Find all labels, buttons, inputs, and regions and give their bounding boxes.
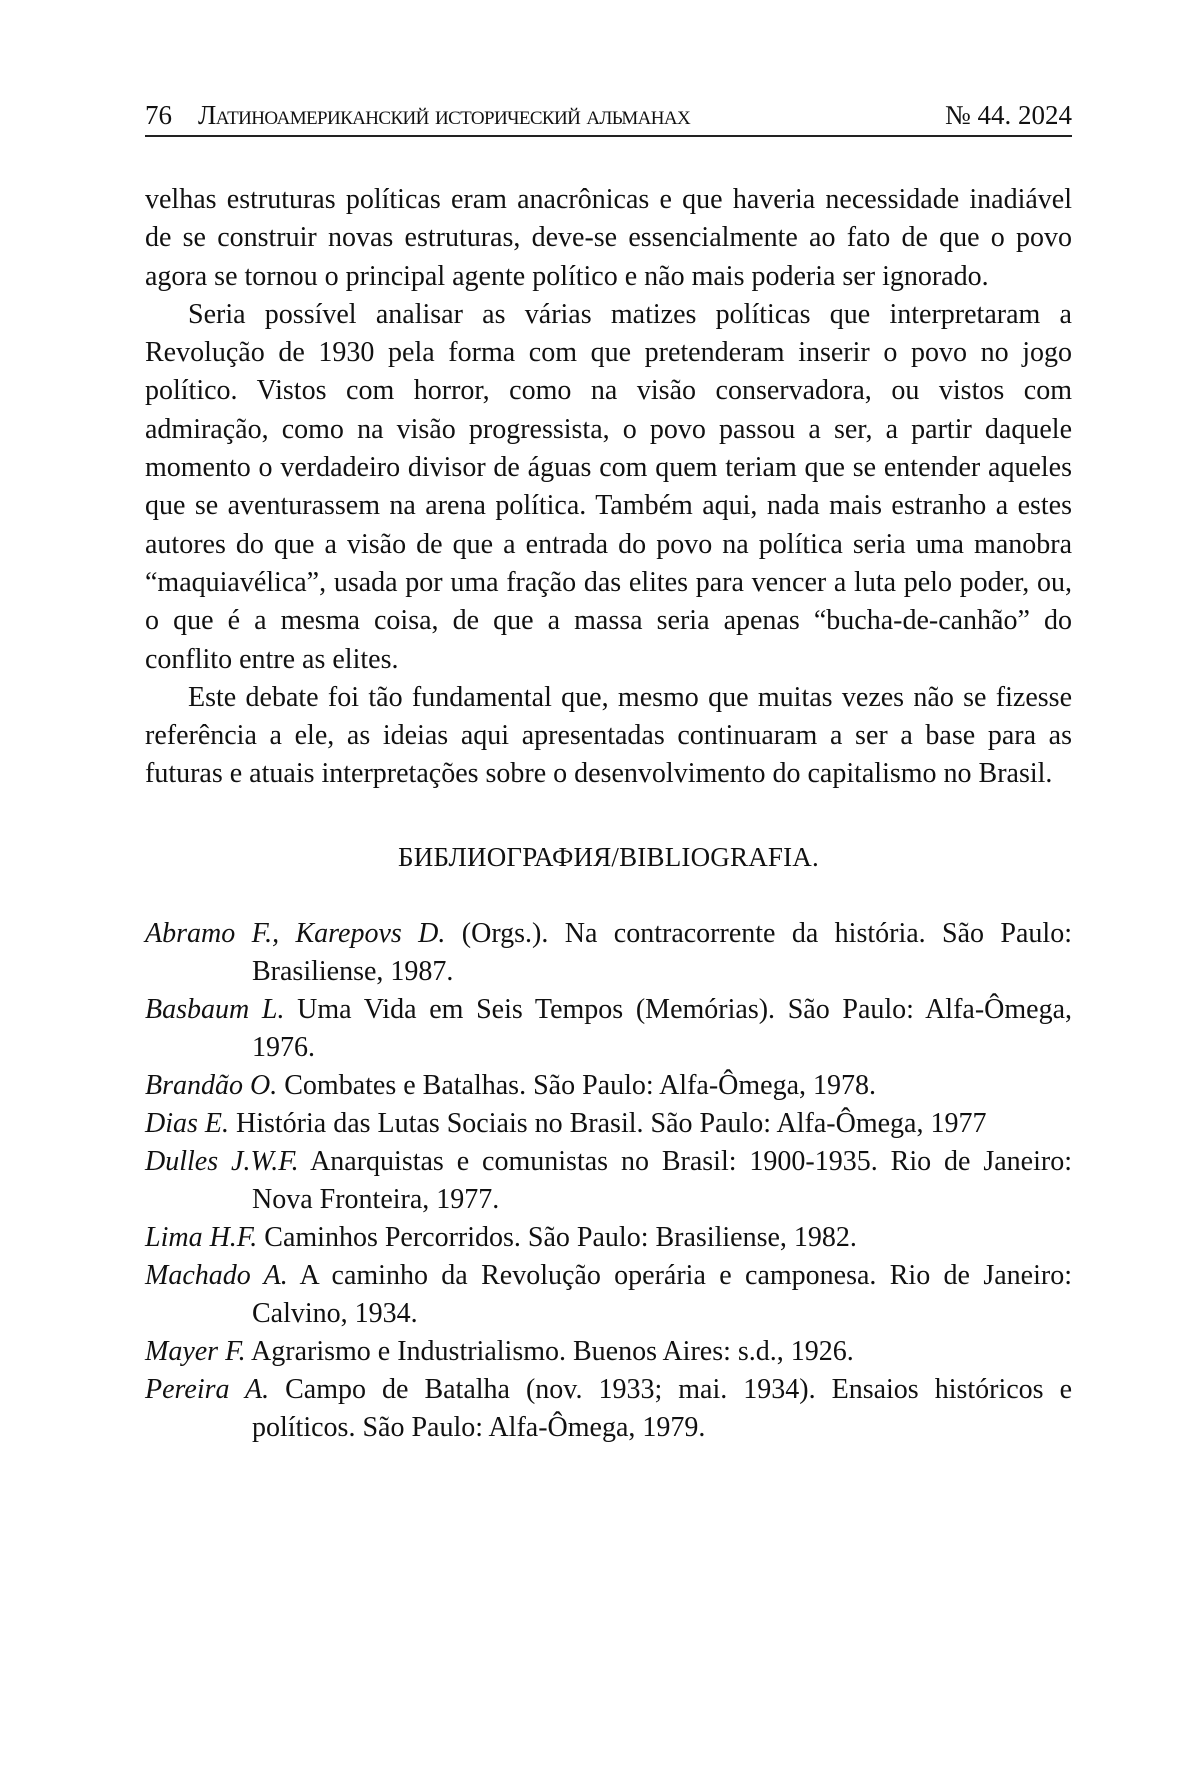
running-header [145, 100, 1072, 137]
entry-author: Brandão O. [145, 1069, 278, 1101]
bibliography-entry [145, 1105, 1072, 1143]
page [145, 100, 1072, 1447]
entry-author: Machado A. [145, 1259, 288, 1291]
entry-author: Dias E. [145, 1107, 229, 1139]
bibliography-entry [145, 1333, 1072, 1371]
bibliography-entry [145, 1143, 1072, 1219]
page-number: 76 [145, 100, 172, 130]
entry-text: Caminhos Percorridos. São Paulo: Brasiliense, 1982. [264, 1221, 857, 1253]
bibliography-entry [145, 1219, 1072, 1257]
bibliography-entry [145, 991, 1072, 1067]
entry-text: A caminho da Revolução operária e camponesa. Rio de Janeiro: Calvino, 1934. [252, 1259, 1072, 1329]
paragraph: velhas estruturas políticas eram anacrônicas e que haveria necessidade inadiável de se construir novas estruturas, deve-se essencialmente ao fato de que o povo agora se tornou o principal agente político e não mais poderia ser ignorado. [145, 184, 1072, 292]
paragraph: Este debate foi tão fundamental que, mesmo que muitas vezes não se fizesse referência a ele, as ideias aqui apresentadas continuaram a ser a base para as futuras e atuais interpretações sobre o desenvolvimento do capitalismo no Brasil. [145, 681, 1072, 790]
bibliography-entry [145, 915, 1072, 991]
entry-author: Abramo F., Karepovs D. [145, 917, 446, 949]
entry-author: Basbaum L. [145, 993, 285, 1025]
entry-text: Campo de Batalha (nov. 1933; mai. 1934). Ensaios históricos e políticos. São Paulo: Alfa-Ômega, 1979. [252, 1373, 1073, 1443]
entry-author: Pereira A. [145, 1373, 270, 1405]
entry-author: Dulles J.W.F. [145, 1145, 299, 1177]
bibliography-list [145, 915, 1072, 1447]
bibliography-entry [145, 1067, 1072, 1105]
entry-text: História das Lutas Sociais no Brasil. São Paulo: Alfa-Ômega, 1977 [236, 1107, 987, 1139]
entry-text: (Orgs.). Na contracorrente da história. São Paulo: Brasiliense, 1987. [252, 917, 1072, 987]
journal-issue: № 44. 2024 [944, 100, 1072, 130]
paragraph: Seria possível analisar as várias matizes políticas que interpretaram a Revolução de 1930 pela forma com que pretenderam inserir o povo no jogo político. Vistos com horror, como na visão conservadora, ou vistos com admiração, como na visão progressista, o povo passou a ser, a partir daquele momento o verdadeiro divisor de águas com quem teriam que se entender aqueles que se aventurassem na arena política. Também aqui, nada mais estranho a estes autores do que a visão de que a entrada do povo na política seria uma manobra “maquiavélica”, usada por uma fração das elites para vencer a luta pelo poder, ou, o que é a mesma coisa, de que a massa seria apenas “bucha-de-canhão” do conflito entre as elites. [145, 298, 1072, 675]
journal-title: Латиноамериканский исторический альманах [198, 100, 691, 130]
entry-text: Anarquistas e comunistas no Brasil: 1900-1935. Rio de Janeiro: Nova Fronteira, 1977. [252, 1145, 1072, 1215]
bibliography-entry [145, 1371, 1072, 1447]
entry-text: Uma Vida em Seis Tempos (Memórias). São Paulo: Alfa-Ômega, 1976. [252, 993, 1073, 1063]
entry-text: Combates e Batalhas. São Paulo: Alfa-Ômega, 1978. [284, 1069, 877, 1101]
body-text [145, 181, 1072, 794]
entry-author: Lima H.F. [145, 1221, 258, 1253]
bibliography-heading: БИБЛИОГРАФИЯ/BIBLIOGRAFIA. [398, 841, 819, 872]
bibliography-entry [145, 1257, 1072, 1333]
entry-author: Mayer F. [145, 1335, 246, 1367]
entry-text: Agrarismo e Industrialismo. Buenos Aires: s.d., 1926. [251, 1335, 854, 1367]
